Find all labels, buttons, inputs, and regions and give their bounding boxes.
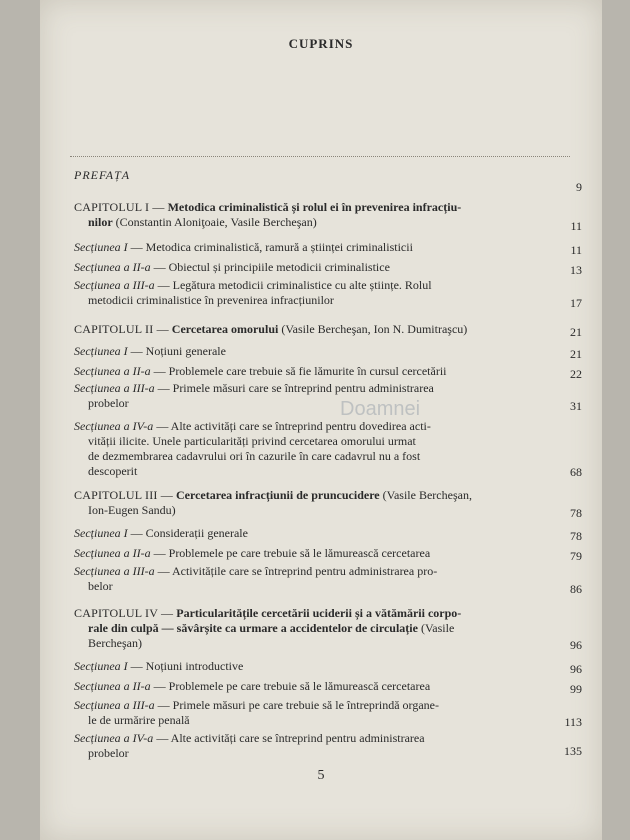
toc-section [74,564,554,594]
page-ref: 135 [564,744,582,758]
section-text: — Primele măsuri care se întreprind pentru administrarea [157,381,434,395]
page-ref: 78 [570,506,582,520]
toc-section [74,731,554,761]
section-label: Secțiunea a II-a [74,679,151,693]
section-label: Secțiunea a III-a [74,381,155,395]
section-text: — Legătura metodicii criminalistice cu alte științe. Rolul [157,278,432,292]
chapter-authors-cont: Ion-Eugen Sandu) [88,503,176,517]
section-label: Secțiunea I [74,659,128,673]
chapter-title: Cercetarea infracțiunii de pruncucidere [176,488,380,502]
section-label: Secțiunea I [74,526,128,540]
chapter-title-cont: nilor [88,215,113,229]
section-label: Secțiunea a II-a [74,364,151,378]
page-ref: 9 [576,180,582,194]
chapter-label: CAPITOLUL II — [74,322,169,336]
section-text-cont: belor [88,579,113,593]
toc-section [74,546,430,561]
page-ref: 21 [570,347,582,361]
section-text-cont: probelor [88,746,129,760]
section-label: Secțiunea I [74,240,128,254]
watermark: Doamnei [340,398,421,420]
section-text: — Noțiuni generale [130,344,226,358]
toc-section [74,659,243,674]
page-ref: 86 [570,582,582,596]
section-text-cont: vității ilicite. Unele particularități privind cercetarea omorului urmat [88,434,416,448]
page-title: CUPRINS [288,36,354,51]
section-text: — Noțiuni introductive [130,659,244,673]
section-label: Secțiunea a IV-a [74,419,154,433]
chapter-authors: (Vasile Bercheşan, [382,488,472,502]
page-ref: 113 [564,715,582,729]
section-label: Secțiunea a II-a [74,546,151,560]
chapter-title: Cercetarea omorului [171,322,279,336]
chapter-authors: (Constantin Aloniţoaie, Vasile Bercheşan) [115,215,317,229]
page-ref: 99 [570,682,582,696]
page-ref: 13 [570,263,582,277]
toc-section [74,240,413,255]
toc-section [74,698,554,728]
page-ref: 22 [570,367,582,381]
toc-chapter-2 [74,322,554,337]
page-ref: 79 [570,549,582,563]
page-ref: 11 [570,243,582,257]
section-text: — Problemele pe care trebuie să le lămurească cercetarea [153,546,431,560]
toc-section [74,344,226,359]
toc-entry-preface [74,168,130,183]
chapter-authors: (Vasile Bercheşan, Ion N. Dumitraşcu) [281,322,468,336]
page-ref: 21 [570,325,582,339]
section-text: — Alte activități care se întreprind pentru administrarea [156,731,425,745]
toc-section [74,364,447,379]
section-text-cont: metodicii criminalistice în prevenirea infracțiunilor [88,293,334,307]
section-text: — Problemele pe care trebuie să le lămurească cercetarea [153,679,431,693]
section-text-cont: de dezmembrarea cadavrului ori în cazurile în care cadavrul nu a fost [88,449,421,463]
toc-section [74,679,430,694]
toc-section [74,419,554,479]
section-label: Secțiunea a III-a [74,564,155,578]
section-text: — Considerații generale [130,526,248,540]
section-label: Secțiunea a III-a [74,698,155,712]
page-ref: 78 [570,529,582,543]
chapter-authors-cont: Bercheşan) [88,636,142,650]
chapter-title: Metodica criminalistică și rolul ei în prevenirea infracțiu- [167,200,462,214]
toc-section [74,260,390,275]
page-ref: 68 [570,465,582,479]
section-text: — Problemele care trebuie să fie lămurite în cursul cercetării [153,364,447,378]
toc-chapter-4 [74,606,554,651]
chapter-label: CAPITOLUL I — [74,200,165,214]
preface-label: PREFAȚA [74,168,131,182]
chapter-label: CAPITOLUL IV — [74,606,174,620]
chapter-authors: (Vasile [420,621,455,635]
page-ref: 11 [570,219,582,233]
section-text-cont: le de urmărire penală [88,713,190,727]
toc-section [74,526,248,541]
section-text: — Obiectul și principiile metodicii criminalistice [153,260,390,274]
section-text-cont: descoperit [88,464,138,478]
page-ref: 17 [570,296,582,310]
toc-section [74,381,554,411]
chapter-label: CAPITOLUL III — [74,488,173,502]
page-ref: 96 [570,638,582,652]
page-ref: 96 [570,662,582,676]
section-text: — Alte activități care se întreprind pentru dovedirea acti- [156,419,431,433]
toc-section [74,278,554,308]
section-text: — Metodica criminalistică, ramură a științei criminalisticii [130,240,413,254]
section-label: Secțiunea a III-a [74,278,155,292]
page-number: 5 [317,768,325,783]
chapter-title: Particularitățile cercetării uciderii și a vătămării corpo- [176,606,462,620]
toc-chapter-3 [74,488,554,518]
section-label: Secțiunea a II-a [74,260,151,274]
toc-chapter-1 [74,200,554,230]
page-ref: 31 [570,399,582,413]
book-page [40,0,602,840]
section-text: — Activitățile care se întreprind pentru administrarea pro- [157,564,438,578]
section-label: Secțiunea a IV-a [74,731,154,745]
chapter-title-cont: rale din culpă — săvârșite ca urmare a accidentelor de circulație [88,621,418,635]
divider [70,156,570,157]
section-text: — Primele măsuri pe care trebuie să le întreprindă organe- [157,698,439,712]
section-label: Secțiunea I [74,344,128,358]
section-text-cont: probelor [88,396,129,410]
